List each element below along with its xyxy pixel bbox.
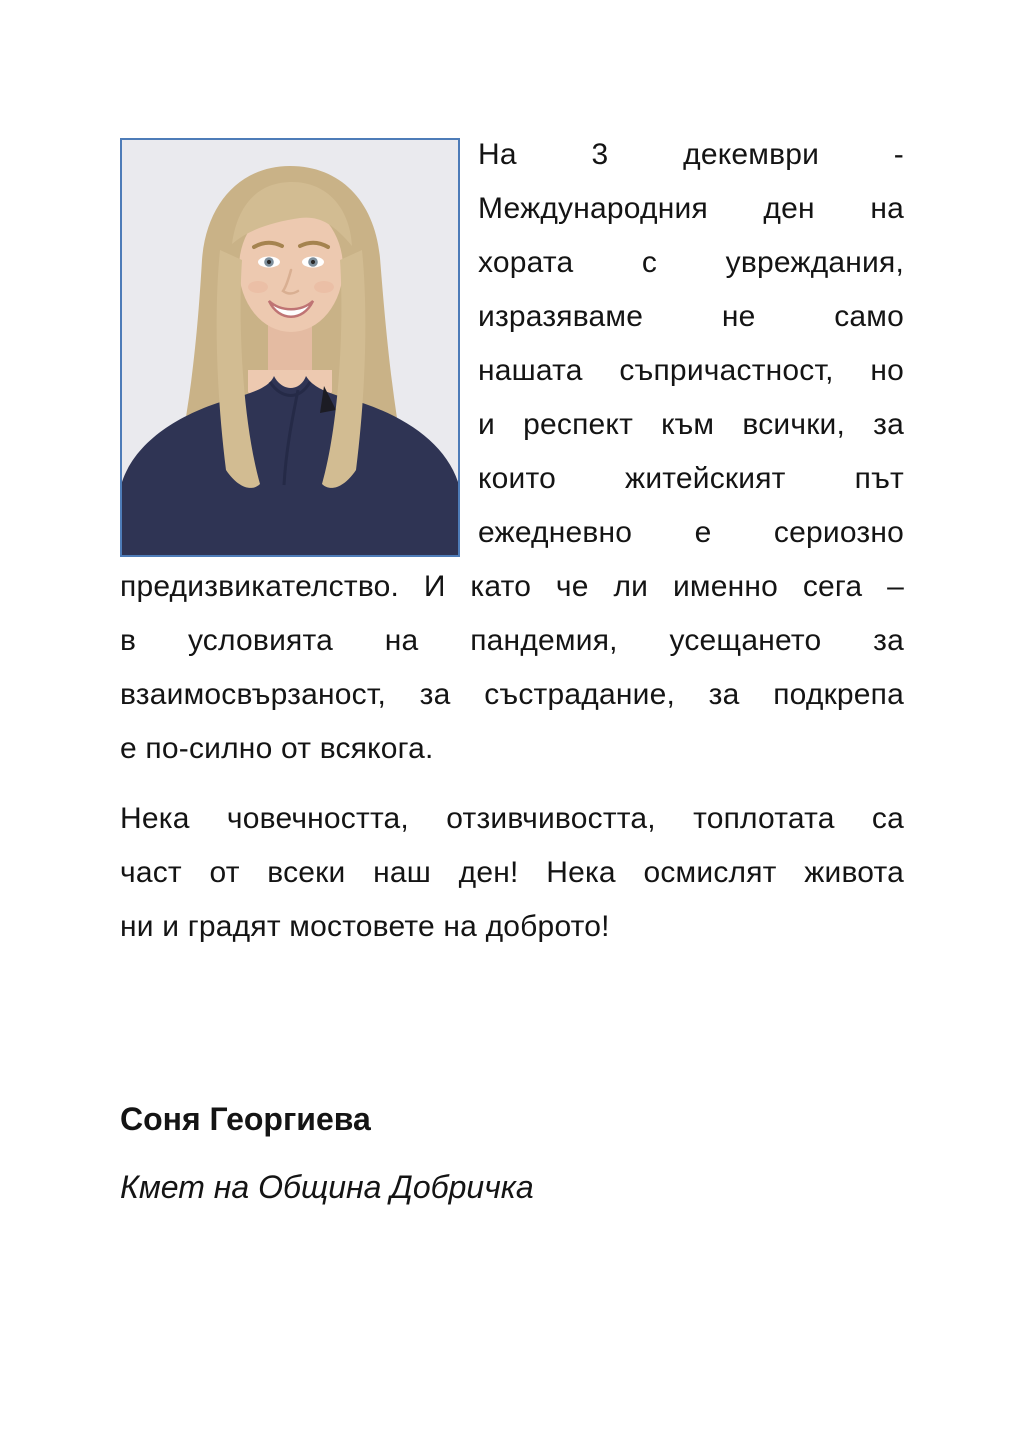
text-line: ежедневно е сериозно: [478, 516, 904, 549]
text-line: и респект към всички, за: [478, 408, 904, 441]
text-line: е по-силно от всякога.: [120, 732, 434, 765]
text-line: ни и градят мостовете на доброто!: [120, 910, 610, 943]
text-line: в условията на пандемия, усещането за: [120, 624, 904, 657]
text-line: предизвикателство. И като че ли именно сега –: [120, 570, 904, 603]
signature-name: Соня Георгиева: [120, 1101, 371, 1137]
text-line: Нека човечността, отзивчивостта, топлотата са: [120, 802, 904, 835]
signature-title: Кмет на Община Добричка: [120, 1169, 534, 1205]
text-line: изразяваме не само: [478, 300, 904, 333]
text-line: взаимосвързаност, за състрадание, за подкрепа: [120, 678, 904, 711]
paragraph-2: [120, 792, 904, 954]
text-line: които житейският път: [478, 462, 904, 495]
text-line: нашата съпричастност, но: [478, 354, 904, 387]
portrait-photo: [120, 138, 460, 557]
text-line: Международния ден на: [478, 192, 904, 225]
text-line: част от всеки наш ден! Нека осмислят живота: [120, 856, 904, 889]
portrait-photo-illustration: [122, 140, 458, 555]
text-line: На 3 декември -: [478, 138, 904, 171]
text-line: хората с увреждания,: [478, 246, 904, 279]
